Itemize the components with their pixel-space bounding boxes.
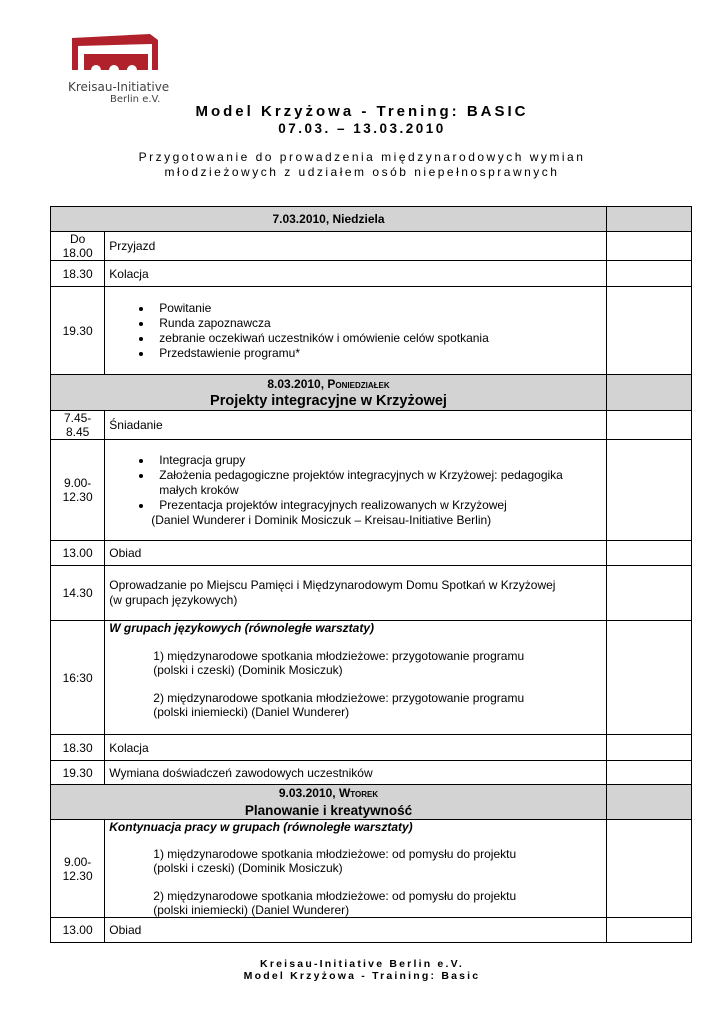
- activity-cell: Kolacja: [105, 735, 607, 761]
- workshop-item-line: 2) międzynarodowe spotkania młodzieżowe: przygotowanie programu: [153, 691, 525, 705]
- empty-cell: [607, 375, 692, 411]
- table-row: [51, 287, 692, 375]
- workshop-item-line: (polski i czeski) (Dominik Mosiczuk): [153, 861, 343, 875]
- workshop-item-line: (polski iniemiecki) (Daniel Wunderer): [153, 705, 350, 719]
- empty-cell: [607, 541, 692, 566]
- kreisau-logo-icon: [66, 30, 162, 78]
- time-cell: 13.00: [51, 918, 105, 943]
- empty-cell: [607, 566, 692, 621]
- activity-cell: Przyjazd: [105, 232, 607, 261]
- activity-cell: Obiad: [105, 541, 607, 566]
- list-item: • zebranie oczekiwań uczestników i omówienie celów spotkania: [153, 331, 602, 346]
- empty-cell: [607, 918, 692, 943]
- document-subtitle: [0, 150, 724, 180]
- table-row: [51, 761, 692, 785]
- activity-cell: Kolacja: [105, 261, 607, 287]
- footer-organization: Kreisau-Initiative Berlin e.V.: [260, 958, 464, 970]
- table-row: [51, 541, 692, 566]
- logo-sub: Berlin e.V.: [110, 94, 161, 105]
- day-header: [51, 785, 607, 820]
- time-cell: 7.45-8.45: [51, 411, 105, 440]
- table-row: [51, 566, 692, 621]
- activity-cell: Śniadanie: [105, 411, 607, 440]
- footer-program: Model Krzyżowa - Training: Basic: [243, 970, 481, 982]
- table-row: [51, 820, 692, 918]
- day-weekday: Poniedziałek: [327, 376, 390, 391]
- list-item: • Przedstawienie programu*: [153, 346, 602, 361]
- activity-cell: [105, 287, 607, 375]
- table-row: [51, 440, 692, 541]
- group-heading: Kontynuacja pracy w grupach (równoległe warsztaty): [109, 820, 413, 834]
- presenters-note: (Daniel Wunderer i Dominik Mosiczuk – Kreisau-Initiative Berlin): [151, 512, 492, 527]
- day-topic: Projekty integracyjne w Krzyżowej: [210, 392, 447, 409]
- document-dates: 07.03. – 13.03.2010: [278, 121, 446, 136]
- time-cell: 9.00- 12.30: [51, 820, 105, 918]
- activity-cell: Obiad: [105, 918, 607, 943]
- time-cell: 18.30: [51, 735, 105, 761]
- day-header-date-line: [55, 785, 602, 802]
- workshop-item-line: (polski iniemiecki) (Daniel Wunderer): [153, 903, 350, 917]
- table-row: [51, 411, 692, 440]
- bullet-list: [109, 453, 602, 513]
- time-cell: 14.30: [51, 566, 105, 621]
- day-header-date-line: [55, 376, 602, 393]
- time-cell: 16:30: [51, 621, 105, 735]
- empty-cell: [607, 440, 692, 541]
- table-row: [51, 918, 692, 943]
- table-row: [51, 735, 692, 761]
- workshop-item-line: (polski i czeski) (Dominik Mosiczuk): [153, 663, 343, 677]
- list-item: • Powitanie: [153, 301, 602, 316]
- empty-cell: [607, 785, 692, 820]
- time-cell: Do 18.00: [51, 232, 105, 261]
- workshop-item-line: 1) międzynarodowe spotkania młodzieżowe: przygotowanie programu: [153, 649, 525, 663]
- subtitle-line-2: młodzieżowych z udziałem osób niepełnosprawnych: [164, 165, 560, 179]
- schedule-table: [50, 206, 692, 943]
- day-date: 8.03.2010,: [267, 376, 325, 391]
- day-header-row: [51, 785, 692, 820]
- day-weekday: Wtorek: [338, 786, 379, 800]
- day-topic: Planowanie i kreatywność: [244, 803, 413, 818]
- day-header-row: [51, 207, 692, 232]
- activity-cell: [105, 566, 607, 621]
- empty-cell: [607, 820, 692, 918]
- empty-cell: [607, 207, 692, 232]
- day-header: 7.03.2010, Niedziela: [51, 207, 607, 232]
- time-cell: 19.30: [51, 761, 105, 785]
- activity-cell: [105, 621, 607, 735]
- activity-cell: Wymiana doświadczeń zawodowych uczestników: [105, 761, 607, 785]
- workshop-item-line: 1) międzynarodowe spotkania młodzieżowe: od pomysłu do projektu: [153, 847, 517, 861]
- table-row: [51, 621, 692, 735]
- logo-name: Kreisau-Initiative: [68, 80, 170, 94]
- day-header: [51, 375, 607, 411]
- activity-line: (w grupach językowych): [109, 593, 238, 607]
- list-item: • Prezentacja projektów integracyjnych realizowanych w Krzyżowej: [153, 498, 602, 513]
- time-cell: 9.00- 12.30: [51, 440, 105, 541]
- empty-cell: [607, 411, 692, 440]
- logo: [66, 30, 170, 105]
- day-date: 9.03.2010,: [278, 786, 336, 800]
- empty-cell: [607, 287, 692, 375]
- workshop-item-line: 2) międzynarodowe spotkania młodzieżowe: od pomysłu do projektu: [153, 889, 517, 903]
- activity-line: Oprowadzanie po Miejscu Pamięci i Międzynarodowym Domu Spotkań w Krzyżowej: [109, 578, 556, 592]
- activity-cell: [105, 820, 607, 918]
- empty-cell: [607, 232, 692, 261]
- time-cell: 19.30: [51, 287, 105, 375]
- bullet-list: [109, 301, 602, 361]
- document-title: Model Krzyżowa - Trening: BASIC: [195, 103, 529, 120]
- subtitle-line-1: Przygotowanie do prowadzenia międzynarodowych wymian: [138, 150, 586, 164]
- empty-cell: [607, 735, 692, 761]
- activity-cell: [105, 440, 607, 541]
- table-row: [51, 232, 692, 261]
- group-heading: W grupach językowych (równoległe warsztaty): [109, 621, 374, 635]
- empty-cell: [607, 761, 692, 785]
- empty-cell: [607, 621, 692, 735]
- day-header-row: [51, 375, 692, 411]
- table-row: [51, 261, 692, 287]
- time-cell: 18.30: [51, 261, 105, 287]
- empty-cell: [607, 261, 692, 287]
- list-item: • Runda zapoznawcza: [153, 316, 602, 331]
- list-item: • Założenia pedagogiczne projektów integracyjnych w Krzyżowej: pedagogika małych kroków: [153, 468, 602, 498]
- time-cell: 13.00: [51, 541, 105, 566]
- list-item: • Integracja grupy: [153, 453, 602, 468]
